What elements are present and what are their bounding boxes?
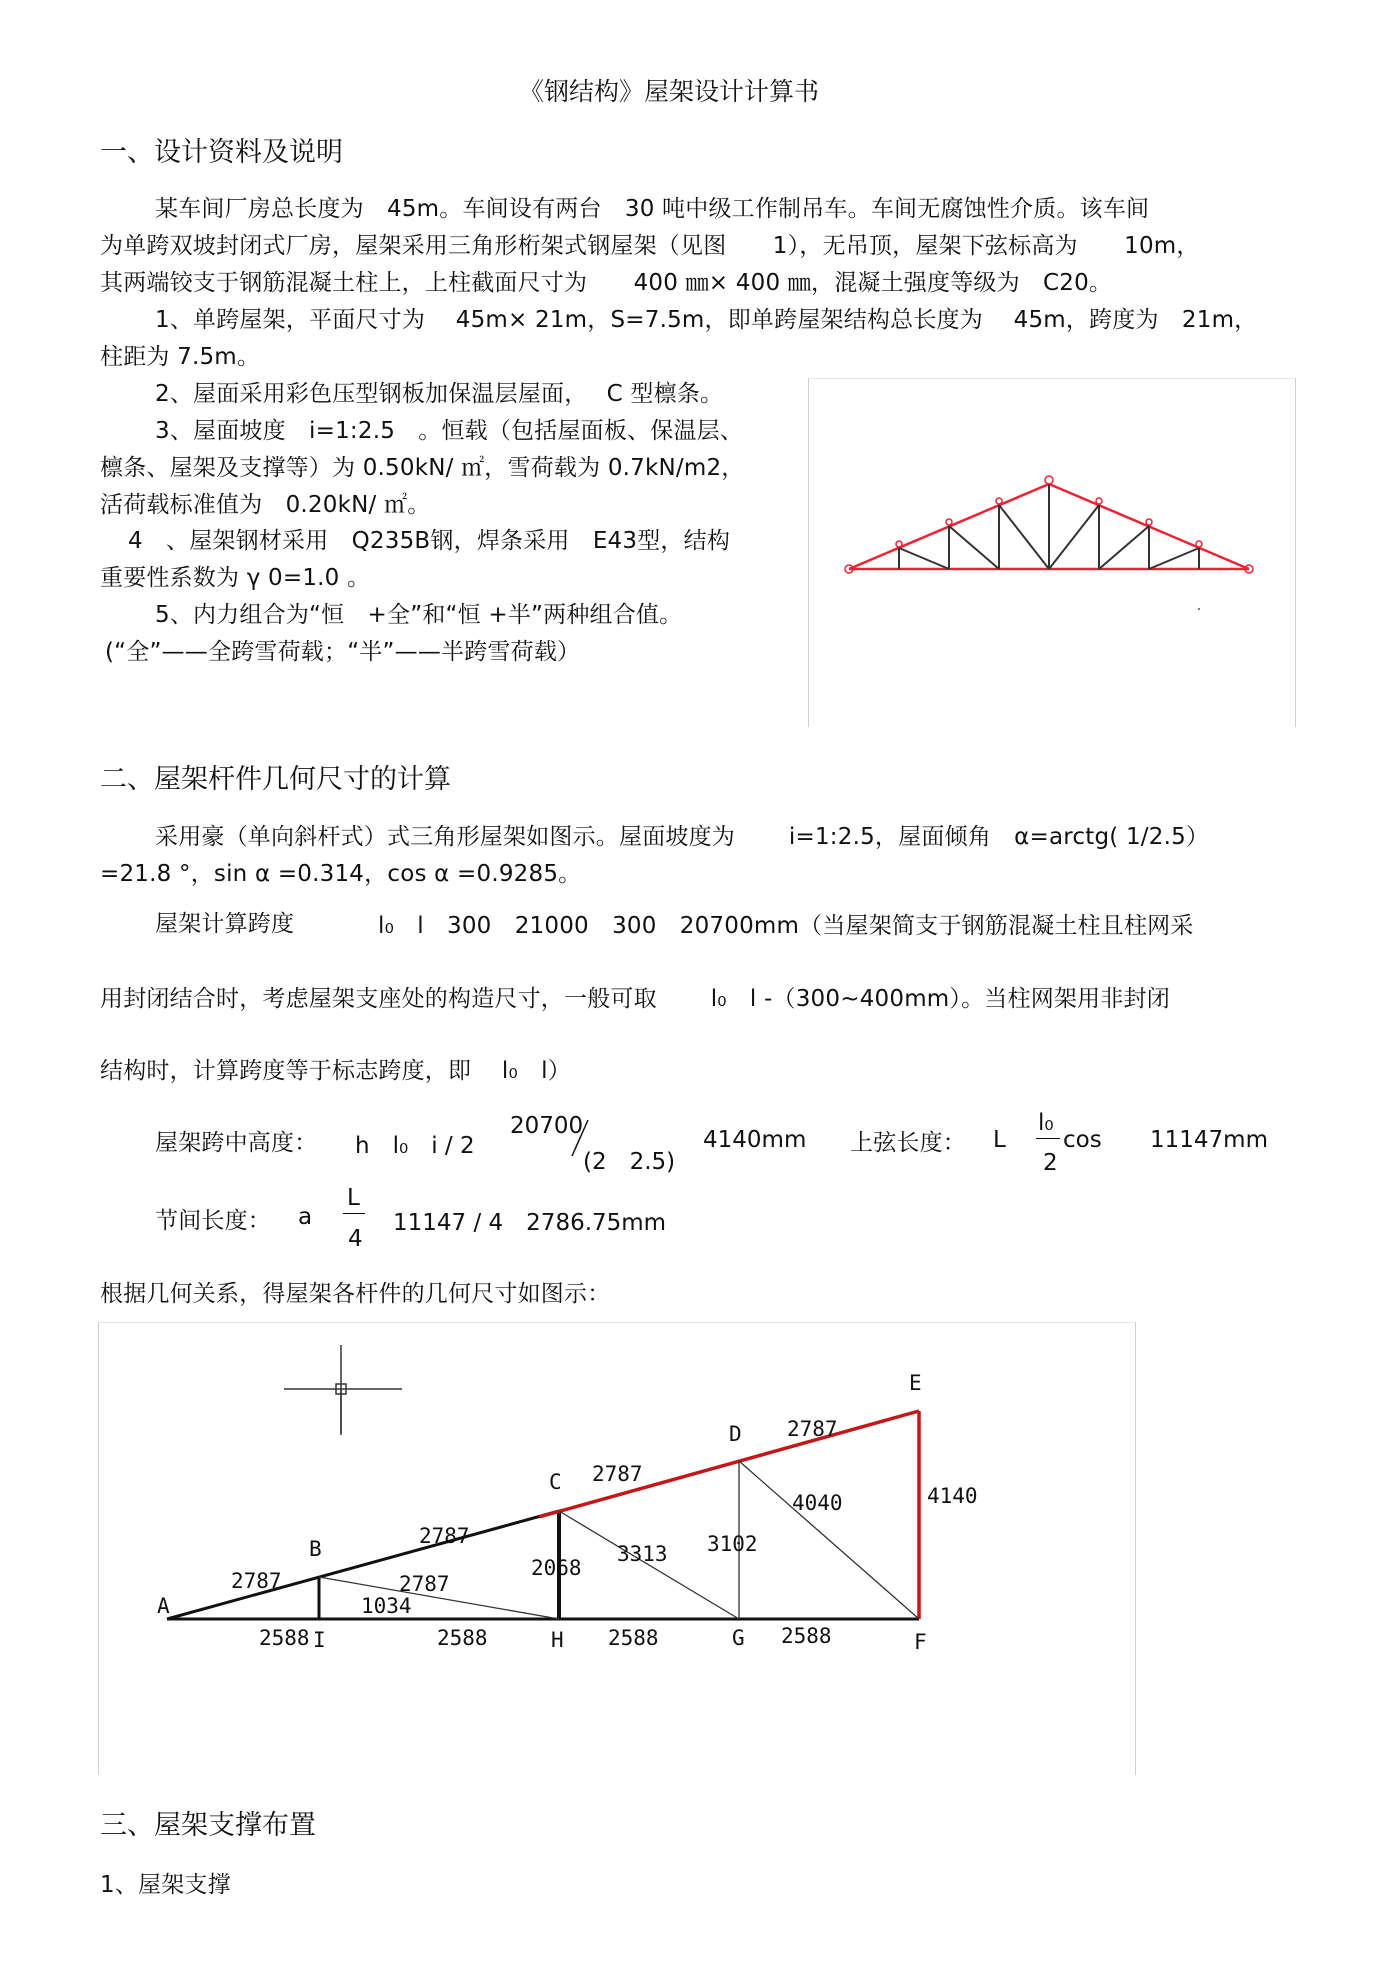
node-label: G	[732, 1626, 745, 1650]
panel-label: 节间长度：	[155, 1208, 271, 1234]
paragraph-line: =21.8 °，sin α =0.314，cos α =0.9285。	[100, 861, 582, 887]
paragraph-line: 某车间厂房总长度为 45m。车间设有两台 30 吨中级工作制吊车。车间无腐蚀性介质。该车间	[155, 196, 1150, 222]
paragraph-line: 4 、屋架钢材采用 Q235B钢，焊条采用 E43型，结构	[128, 528, 731, 554]
height-denominator: (2 2.5)	[583, 1149, 676, 1175]
height-formula: h l₀ i / 2	[355, 1133, 475, 1159]
geometry-figure-frame	[98, 1322, 1136, 1775]
node-label: C	[549, 1470, 562, 1494]
diagonal-length-label: 4040	[792, 1491, 843, 1515]
paragraph-line: 1、单跨屋架，平面尺寸为 45m× 21m，S=7.5m，即单跨屋架结构总长度为 45m，跨度为 21m，	[155, 307, 1258, 333]
paragraph-line: (“全”——全跨雪荷载；“半”——半跨雪荷载）	[105, 639, 581, 665]
vertical-length-label: 2068	[531, 1556, 582, 1580]
paragraph-line: 2、屋面采用彩色压型钢板加保温层屋面， C 型檩条。	[155, 381, 724, 407]
paragraph-line: 用封闭结合时，考虑屋架支座处的构造尺寸，一般可取 l₀ l -（300~400mm）。当柱网架用非封闭	[100, 986, 1170, 1012]
height-numerator: 20700	[510, 1113, 584, 1139]
paragraph-line: 5、内力组合为“恒 +全”和“恒 +半”两种组合值。	[155, 602, 683, 628]
vertical-length-label: 3102	[707, 1532, 758, 1556]
truss-sketch-svg	[809, 379, 1295, 727]
chord-label: 上弦长度：	[850, 1130, 966, 1156]
member-length-label: 2588	[781, 1624, 832, 1648]
node-label: F	[914, 1630, 927, 1654]
height-label: 屋架跨中高度：	[155, 1130, 318, 1156]
panel-a: a	[298, 1204, 313, 1230]
truss-figure-frame	[808, 378, 1296, 727]
chord-cos: cos	[1063, 1127, 1102, 1153]
panel-formula: 11147 / 4 2786.75mm	[393, 1210, 667, 1236]
paragraph-line: 活荷载标准值为 0.20kN/ ㎡。	[100, 492, 431, 518]
member-length-label: 2787	[787, 1417, 838, 1441]
node-label: D	[729, 1422, 742, 1446]
member-length-label: 2588	[608, 1626, 659, 1650]
height-result: 4140mm	[703, 1127, 807, 1153]
node-label: B	[309, 1537, 322, 1561]
panel-numerator: L	[347, 1185, 360, 1211]
geometry-diagram-svg	[99, 1323, 1135, 1775]
paragraph-line: 檩条、屋架及支撑等）为 0.50kN/ ㎡，雪荷载为 0.7kN/m2，	[100, 455, 745, 481]
section-heading-3: 三、屋架支撑布置	[100, 1810, 316, 1841]
node-label: E	[909, 1371, 922, 1395]
geometry-caption: 根据几何关系，得屋架各杆件的几何尺寸如图示：	[100, 1281, 611, 1307]
subsection-title: 1、屋架支撑	[100, 1872, 231, 1898]
diagonal-length-label: 2787	[399, 1572, 450, 1596]
paragraph-line: 其两端铰支于钢筋混凝土柱上，上柱截面尺寸为 400 ㎜× 400 ㎜，混凝土强度等级为 C20。	[100, 270, 1113, 296]
member-length-label: 2787	[231, 1569, 282, 1593]
member-length-label: 2787	[592, 1462, 643, 1486]
chord-denominator: 2	[1043, 1150, 1058, 1176]
paragraph-line: 3、屋面坡度 i=1:2.5 。恒载（包括屋面板、保温层、	[155, 418, 744, 444]
section-heading-2: 二、屋架杆件几何尺寸的计算	[100, 764, 451, 795]
paragraph-line: 采用豪（单向斜杆式）式三角形屋架如图示。屋面坡度为 i=1:2.5，屋面倾角 α=arctg( 1/2.5）	[155, 824, 1210, 850]
span-formula: l₀ l 300 21000 300 20700mm（当屋架简支于钢筋混凝土柱且柱网采	[378, 913, 1194, 939]
paragraph-line: 为单跨双坡封闭式厂房，屋架采用三角形桁架式钢屋架（见图 1），无吊顶，屋架下弦标高为 10m，	[100, 233, 1200, 259]
chord-L: L	[993, 1127, 1006, 1153]
section-heading-1: 一、设计资料及说明	[100, 137, 343, 168]
panel-fraction-bar	[343, 1213, 365, 1214]
node-label: A	[157, 1594, 170, 1618]
paragraph-line: 重要性系数为 γ 0=1.0 。	[100, 565, 371, 591]
member-length-label: 2588	[437, 1626, 488, 1650]
node-label: H	[551, 1628, 564, 1652]
paragraph-line: 柱距为 7.5m。	[100, 344, 261, 370]
span-label: 屋架计算跨度	[155, 911, 295, 937]
vertical-length-label: 4140	[927, 1484, 978, 1508]
member-length-label: 2787	[419, 1524, 470, 1548]
chord-fraction-bar	[1036, 1138, 1060, 1139]
node-label: I	[313, 1628, 326, 1652]
diagonal-length-label: 3313	[617, 1542, 668, 1566]
vertical-length-label: 1034	[361, 1594, 412, 1618]
page-title: 《钢结构》屋架设计计算书	[519, 77, 820, 106]
panel-denominator: 4	[348, 1226, 363, 1252]
chord-numerator: l₀	[1038, 1110, 1054, 1136]
paragraph-line: 结构时，计算跨度等于标志跨度，即 l₀ l）	[100, 1058, 571, 1084]
chord-result: 11147mm	[1150, 1127, 1268, 1153]
member-length-label: 2588	[259, 1626, 310, 1650]
